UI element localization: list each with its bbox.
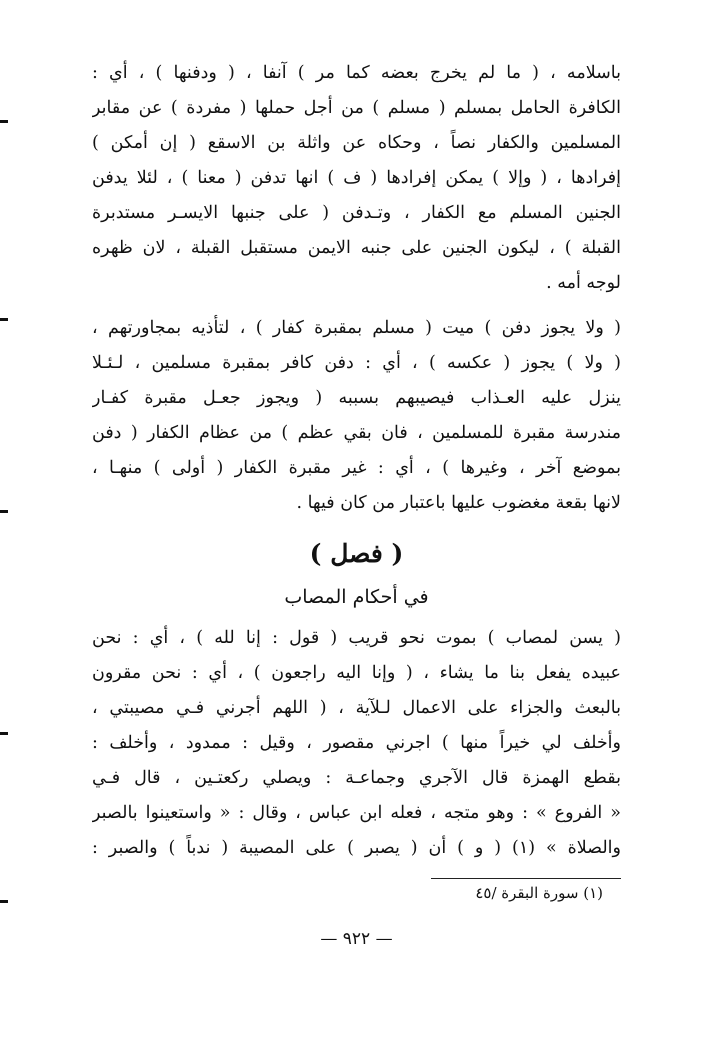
text-line: ( يسن لمصاب ) بموت نحو قريب ( قول : إنا لله ) ، أي : نحن <box>92 628 621 648</box>
text-line: الجنين المسلم مع الكفار ، وتـدفن ( على جنبها الايسـر مستدبرة <box>92 203 621 223</box>
text-line: لوجه أمه . <box>546 273 621 293</box>
text-line: بقطع الهمزة قال الآجري وجماعـة : ويصلي ركعتـين ، قال فـي <box>92 768 621 788</box>
text-line: وأخلف لي خيراً منها ) اجرني مقصور ، وقيل : ممدود ، وأخلف : <box>92 733 621 753</box>
footnote: (١) سورة البقرة /٤٥ <box>475 884 603 902</box>
text-line: المسلمين والكفار نصاً ، وحكاه عن واثلة بن الاسقع ( إن أمكن ) <box>92 133 621 153</box>
text-line: ( ولا يجوز دفن ) ميت ( مسلم بمقبرة كفار ) ، لتأذيه بمجاورتهم ، <box>92 318 621 338</box>
paragraph <box>92 56 621 301</box>
text-line: ( ولا ) يجوز ( عكسه ) ، أي : دفن كافر بمقبرة مسلمين ، لـئـلا <box>92 353 621 373</box>
section-heading: ( فصل ) <box>309 539 404 568</box>
text-line: عبيده يفعل بنا ما يشاء ، ( وإنا اليه راجعون ) ، أي : نحن مقرون <box>92 663 621 683</box>
text-line: القبلة ) ، ليكون الجنين على جنبه الايمن مستقبل القبلة ، لان ظهره <box>92 238 621 258</box>
text-line: « الفروع » : وهو متجه ، فعله ابن عباس ، وقال : « واستعينوا بالصبر <box>92 803 621 823</box>
text-line: مندرسة مقبرة للمسلمين ، فان بقي عظم ) من عظام الكفار ( دفن <box>92 423 621 443</box>
text-line: إفرادها ، ( وإلا ) يمكن إفرادها ( ف ) انها تدفن ( معنا ) ، لئلا يدفن <box>92 168 621 188</box>
paragraph <box>92 621 621 866</box>
document-page <box>92 56 621 1038</box>
text-line: الكافرة الحامل بمسلم ( مسلم ) من أجل حملها ( مفردة ) عن مقابر <box>92 98 621 118</box>
text-line: والصلاة » (١) ( و ) أن ( يصبر ) على المصيبة ( ندباً ) والصبر : <box>92 838 621 858</box>
section-subheading: في أحكام المصاب <box>284 586 429 608</box>
margin-mark <box>0 120 8 123</box>
page-number: — ٩٢٢ — <box>320 929 393 949</box>
text-line: بالبعث والجزاء على الاعمال لـلآية ، ( اللهم أجرني فـي مصيبتي ، <box>92 698 621 718</box>
margin-mark <box>0 510 8 513</box>
margin-mark <box>0 318 8 321</box>
paragraph <box>92 311 621 521</box>
margin-mark <box>0 732 8 735</box>
text-line: باسلامه ، ( ما لم يخرج بعضه كما مر ) آنفا ، ( ودفنها ) ، أي : <box>92 63 621 83</box>
text-line: لانها بقعة مغضوب عليها باعتبار من كان فيها . <box>296 493 621 513</box>
margin-mark <box>0 900 8 903</box>
text-line: ينزل عليه العـذاب فيصيبهم بسببه ( ويجوز جعـل مقبرة كفـار <box>92 388 621 408</box>
text-line: بموضع آخر ، وغيرها ) ، أي : غير مقبرة الكفار ( أولى ) منهـا ، <box>92 458 621 478</box>
